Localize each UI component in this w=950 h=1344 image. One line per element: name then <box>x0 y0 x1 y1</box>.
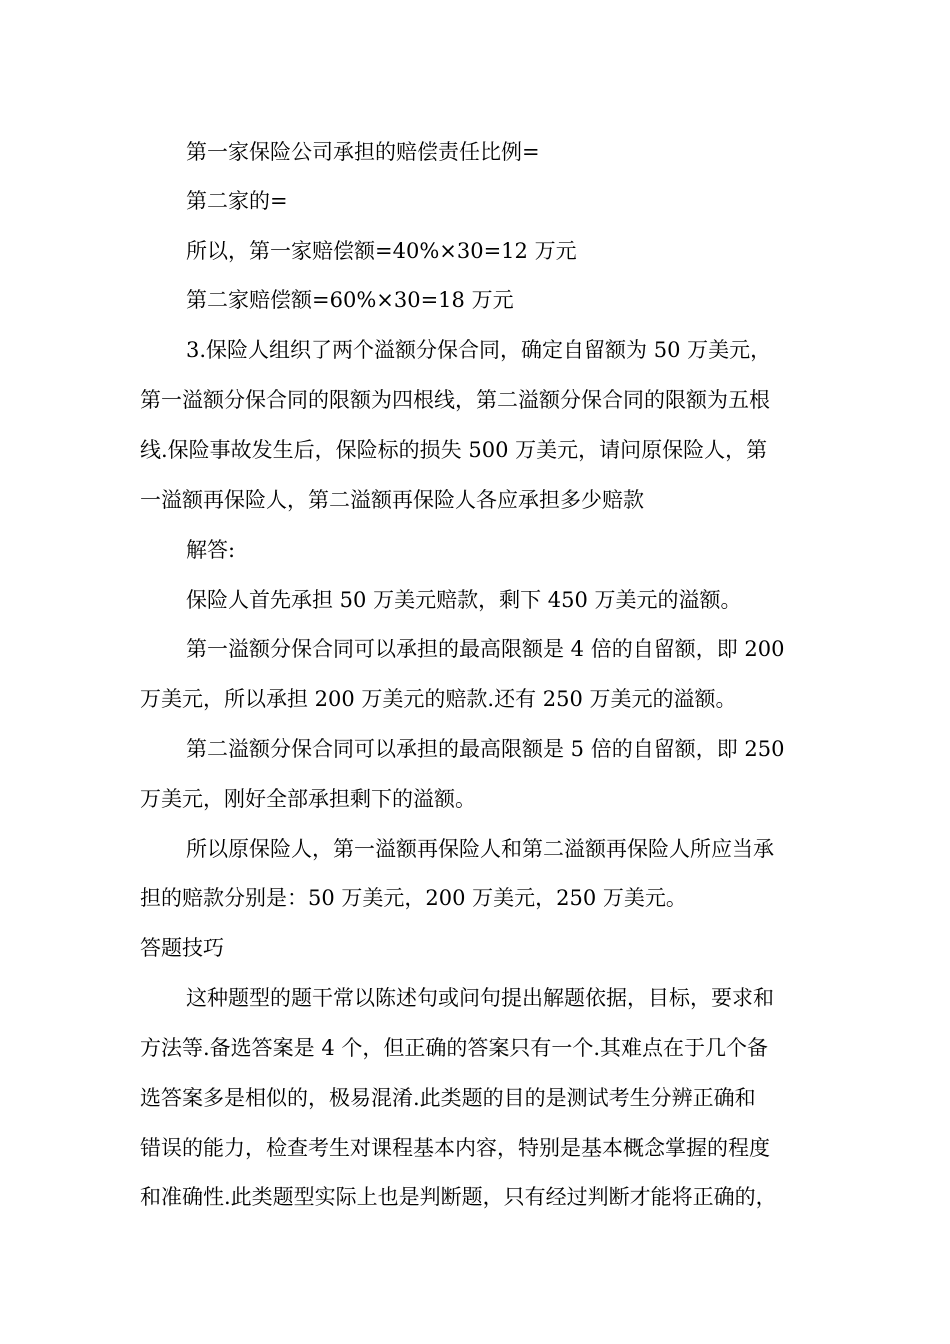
answer-heading: 解答: <box>186 538 236 562</box>
question-line: 3.保险人组织了两个溢额分保合同，确定自留额为 50 万美元， <box>186 338 772 362</box>
tips-line: 和准确性.此类题型实际上也是判断题，只有经过判断才能将正确的， <box>140 1185 777 1209</box>
text-line: 第二家赔偿额=60%×30=18 万元 <box>186 288 514 312</box>
answer-line: 第二溢额分保合同可以承担的最高限额是 5 倍的自留额，即 250 <box>186 737 785 761</box>
section-heading: 答题技巧 <box>140 936 224 960</box>
question-line: 一溢额再保险人，第二溢额再保险人各应承担多少赔款 <box>140 488 644 512</box>
answer-line: 第一溢额分保合同可以承担的最高限额是 4 倍的自留额，即 200 <box>186 637 785 661</box>
question-line: 线.保险事故发生后，保险标的损失 500 万美元，请问原保险人，第 <box>140 438 768 462</box>
tips-line: 这种题型的题干常以陈述句或问句提出解题依据，目标，要求和 <box>186 986 774 1010</box>
question-line: 第一溢额分保合同的限额为四根线，第二溢额分保合同的限额为五根 <box>140 388 770 412</box>
text-line: 第一家保险公司承担的赔偿责任比例= <box>186 140 540 164</box>
answer-line: 所以原保险人，第一溢额再保险人和第二溢额再保险人所应当承 <box>186 837 774 861</box>
answer-line: 万美元，刚好全部承担剩下的溢额。 <box>140 787 476 811</box>
answer-line: 保险人首先承担 50 万美元赔款，剩下 450 万美元的溢额。 <box>186 588 742 612</box>
answer-line: 万美元，所以承担 200 万美元的赔款.还有 250 万美元的溢额。 <box>140 687 737 711</box>
tips-line: 错误的能力，检查考生对课程基本内容，特别是基本概念掌握的程度 <box>140 1136 770 1160</box>
tips-line: 方法等.备选答案是 4 个，但正确的答案只有一个.其难点在于几个备 <box>140 1036 769 1060</box>
text-line: 所以，第一家赔偿额=40%×30=12 万元 <box>186 239 577 263</box>
text-line: 第二家的= <box>186 189 288 213</box>
answer-line: 担的赔款分别是：50 万美元，200 万美元，250 万美元。 <box>140 886 687 910</box>
tips-line: 选答案多是相似的，极易混淆.此类题的目的是测试考生分辨正确和 <box>140 1086 756 1110</box>
